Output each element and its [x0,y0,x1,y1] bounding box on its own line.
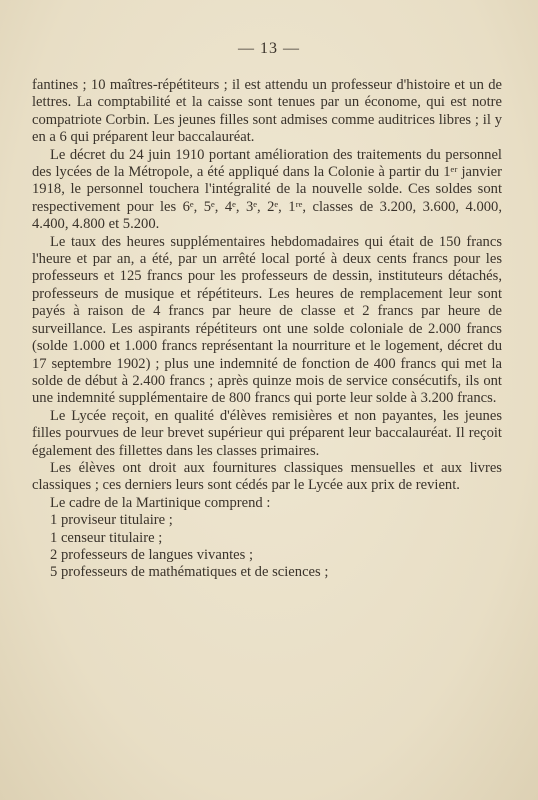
staff-list [32,512,502,582]
list-item: 1 censeur titulaire ; [50,529,163,546]
paragraph-6: Le cadre de la Martinique comprend : [50,494,271,511]
body-text [32,77,502,582]
list-item: 1 proviseur titulaire ; [50,512,173,529]
paragraph-2: Le décret du 24 juin 1910 portant amélioration des traitements du personnel des lycées de la Métropole, a été appliqué dans la Colonie à partir du 1ᵉʳ janvier 1918, le personnel touchera l'intégralité de la nouvelle solde. Ces soldes sont respectivement pour les 6ᵉ, 5ᵉ, 4ᵉ, 3ᵉ, 2ᵉ, 1ʳᵉ, classes de 3.200, 3.600, 4.000, 4.400, 4.800 et 5.200. [32,146,502,233]
paragraph-1: fantines ; 10 maîtres-répétiteurs ; il est attendu un professeur d'histoire et un de lettres. La comptabilité et la caisse sont tenues par un économe, qui est notre compatriote Corbin. Les jeunes filles sont admises comme auditrices libres ; il y en a 6 qui préparent leur baccalauréat. [32,77,502,146]
paragraph-3: Le taux des heures supplémentaires hebdomadaires qui était de 150 francs l'heure et par an, a été, par un arrêté local porté à deux cents francs pour les professeurs et 125 francs pour les professeurs de dessin, instituteurs détachés, professeurs de musique et répétiteurs. Les heures de remplacement leur sont payés à raison de 4 francs par heure de classe et 2 francs par heure de surveillance. Les aspirants répétiteurs ont une solde coloniale de 2.000 francs (solde 1.000 et 1.000 francs représentant la nourriture et le logement, décret du 17 septembre 1902) ; plus une indemnité de fonction de 400 francs qui met la solde de début à 2.400 francs ; après quinze mois de service consécutifs, ils ont une indemnité supplémentaire de 800 francs qui porte leur solde à 3.200 francs. [32,233,502,407]
list-item: 2 professeurs de langues vivantes ; [50,546,254,563]
paragraph-5: Les élèves ont droit aux fournitures classiques mensuelles et aux livres classiques ; ces derniers leurs sont cédés par le Lycée aux prix de revient. [32,459,502,494]
page-number: — 13 — [238,40,300,57]
paragraph-4: Le Lycée reçoit, en qualité d'élèves remisières et non payantes, les jeunes filles pourvues de leur brevet supérieur qui préparent leur baccalauréat. Il reçoit également des fillettes dans les classes primaires. [32,407,502,459]
list-item: 5 professeurs de mathématiques et de sciences ; [50,564,329,581]
